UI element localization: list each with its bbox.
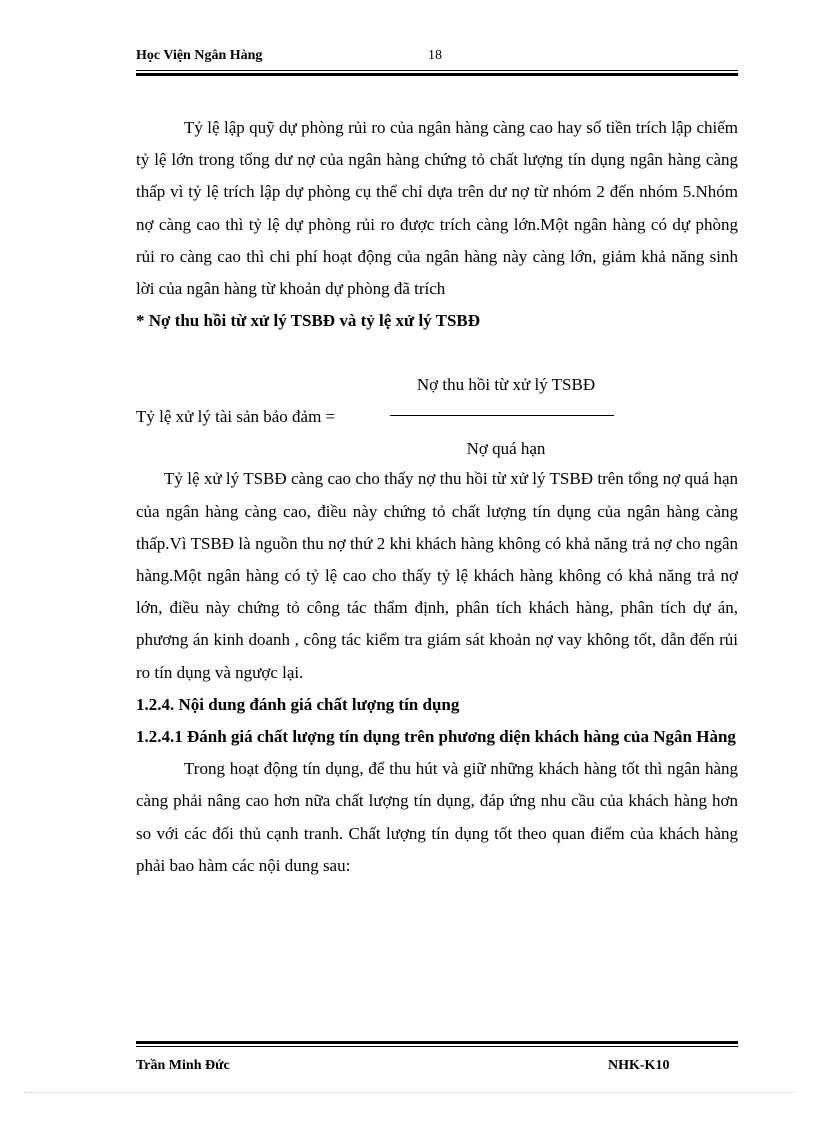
spacer xyxy=(136,337,738,369)
paragraph-provision-ratio: Tỷ lệ lập quỹ dự phòng rủi ro của ngân hàng càng cao hay số tiền trích lập chiếm tỷ lệ lớn trong tổng dư nợ của ngân hàng chứng tỏ chất lượng tín dụng ngân hàng càng thấp vì tỷ lệ trích lập dự phòng cụ thể chỉ dựa trên dư nợ từ nhóm 2 đến nhóm 5.Nhóm nợ càng cao thì tỷ lệ dự phòng rủi ro được trích càng lớn.Một ngân hàng có dự phòng rủi ro càng cao thì chi phí hoạt động của ngân hàng này càng lớn, giảm khả năng sinh lời của ngân hàng từ khoản dự phòng đã trích xyxy=(136,118,738,299)
page-bottom-edge xyxy=(24,1092,794,1093)
author-name: Trần Minh Đức xyxy=(136,1058,230,1073)
page-number: 18 xyxy=(428,48,442,63)
formula-denominator: Nợ quá hạn xyxy=(466,439,546,459)
page-footer xyxy=(136,1058,738,1078)
bullet-heading: * Nợ thu hồi từ xử lý TSBĐ và tỷ lệ xử lý TSBĐ xyxy=(136,311,481,331)
header-rule-thick xyxy=(136,73,738,76)
header-rule-thin xyxy=(136,70,738,71)
formula-label: Tỷ lệ xử lý tài sản bảo đảm = xyxy=(136,407,336,427)
paragraph-collateral-ratio: Tỷ lệ xử lý TSBĐ càng cao cho thấy nợ thu hồi từ xử lý TSBĐ trên tổng nợ quá hạn của ngân hàng càng cao, điều này chứng tỏ chất lượng tín dụng của ngân hàng càng thấp.Vì TSBĐ là nguồn thu nợ thứ 2 khi khách hàng không có khả năng trả nợ cho ngân hàng.Một ngân hàng có tỷ lệ cao cho thấy tỷ lệ khách hàng không có khả năng trả nợ lớn, điều này chứng tỏ công tác thẩm định, phân tích khách hàng, phân tích dự án, phương án kinh doanh , công tác kiểm tra giám sát khoản nợ vay không tốt, dẫn đến rủi ro tín dụng và ngược lại. xyxy=(136,469,738,682)
class-code: NHK-K10 xyxy=(608,1058,670,1073)
subsection-heading: 1.2.4.1 Đánh giá chất lượng tín dụng trên phương diện khách hàng của Ngân Hàng xyxy=(136,727,736,747)
page-body xyxy=(136,112,738,882)
section-heading: 1.2.4. Nội dung đánh giá chất lượng tín dụng xyxy=(136,694,460,714)
paragraph-customer-perspective: Trong hoạt động tín dụng, để thu hút và giữ những khách hàng tốt thì ngân hàng càng phải nâng cao hơn nữa chất lượng tín dụng, đáp ứng nhu cầu của khách hàng hơn so với các đối thủ cạnh tranh. Chất lượng tín dụng tốt theo quan điểm của khách hàng phải bao hàm các nội dung sau: xyxy=(136,759,738,875)
footer-rule-thick xyxy=(136,1041,738,1044)
fraction-bar xyxy=(390,415,614,416)
page-header xyxy=(136,48,738,68)
institution-name: Học Viện Ngân Hàng xyxy=(136,48,263,63)
formula-numerator: Nợ thu hồi từ xử lý TSBĐ xyxy=(416,375,596,395)
footer-rule-thin xyxy=(136,1046,738,1047)
collateral-ratio-formula xyxy=(136,369,738,463)
